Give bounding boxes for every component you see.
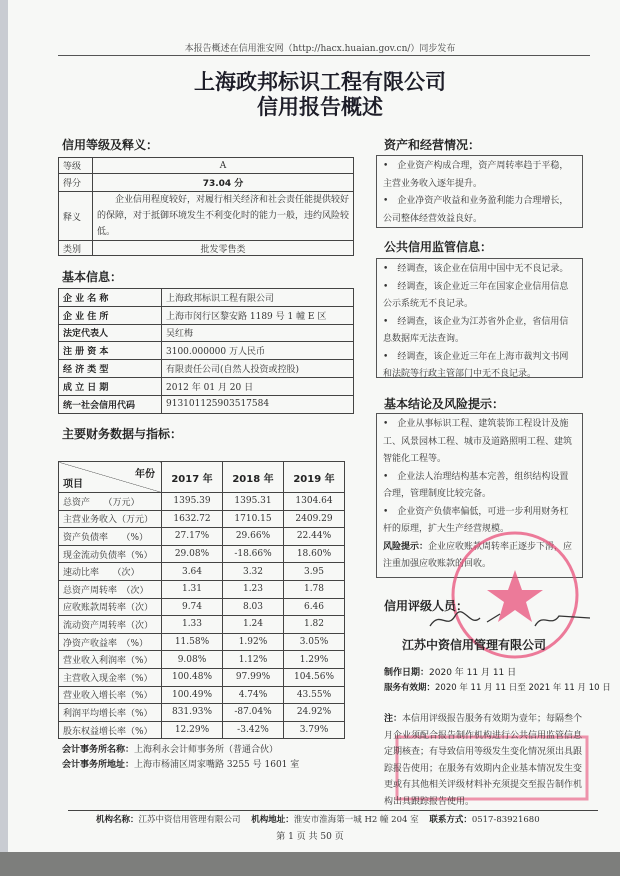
- footer-info: [96, 813, 540, 825]
- bullet-item: [383, 416, 576, 469]
- rater-heading: 信用评级人员：: [384, 599, 469, 613]
- financial-value: 12.29%: [162, 721, 223, 739]
- rater-company: 江苏中资信用管理有限公司: [402, 638, 547, 652]
- financial-value: 1395.31: [223, 493, 284, 511]
- basic-info-row: [59, 324, 354, 342]
- financial-value: 1.29%: [284, 651, 345, 669]
- financial-row: [59, 510, 345, 528]
- financial-row: [59, 721, 345, 739]
- assets-box: [376, 155, 583, 228]
- financial-value: 1.12%: [223, 651, 284, 669]
- basic-info-label: 企 业 住 所: [59, 306, 162, 324]
- page-title: 上海政邦标识工程有限公司: [194, 69, 446, 94]
- financial-row: [59, 651, 345, 669]
- basic-info-row: [59, 395, 354, 413]
- year-2019: 2019 年: [284, 462, 345, 493]
- accounting-firm-address: [62, 757, 299, 770]
- bullet-icon: •: [383, 264, 398, 274]
- financial-item: 资产负债率 （%）: [59, 528, 162, 546]
- financial-value: 1.78: [284, 580, 345, 598]
- conclusion-heading: 基本结论及风险提示：: [384, 397, 505, 411]
- assets-heading: 资产和经营情况：: [384, 138, 481, 152]
- bullet-item: [383, 469, 576, 504]
- financial-row: [59, 545, 345, 563]
- financial-item: 净资产收益率 （%）: [59, 633, 162, 651]
- financial-value: 3.64: [162, 563, 223, 581]
- validity-note: [384, 711, 584, 810]
- bullet-icon: •: [383, 419, 398, 429]
- bullet-icon: •: [383, 471, 398, 482]
- financial-item: 主营业务收入（万元）: [59, 510, 162, 528]
- bullet-icon: •: [383, 316, 398, 327]
- financial-row: [59, 580, 345, 598]
- rating-meaning: 企业信用程度较好，对履行相关经济和社会责任能提供较好的保障，对于抵御环境发生不利变化时的能力一般，违约风险较低。: [93, 192, 354, 241]
- accounting-addr-label: 会计事务所地址：: [62, 760, 135, 770]
- header-note: 本报告概述在信用淮安网（http://hacx.huaian.gov.cn/）同步发布: [184, 44, 456, 54]
- financial-value: 1.24: [223, 616, 284, 634]
- financial-value: 831.93%: [162, 704, 223, 722]
- financial-value: 18.60%: [284, 545, 345, 563]
- year-2018: 2018 年: [223, 462, 284, 493]
- footer-org: 江苏中资信用管理有限公司: [138, 815, 241, 825]
- corner-header: [59, 462, 162, 493]
- financial-value: -87.04%: [223, 704, 284, 722]
- financial-value: 100.48%: [162, 668, 223, 686]
- financial-row: [59, 528, 345, 546]
- basic-info-row: [59, 377, 354, 395]
- bullet-item: [383, 314, 576, 349]
- financial-value: 43.55%: [284, 686, 345, 704]
- basic-info-label: 统一社会信用代码: [59, 395, 162, 413]
- financial-item: 速动比率 （次）: [59, 563, 162, 581]
- page-subtitle: 信用报告概述: [257, 94, 383, 119]
- financial-item: 利润平均增长率（%）: [59, 704, 162, 722]
- bullet-text: 经调查，该企业在信用中国中无不良记录。: [397, 264, 569, 274]
- financial-row: [59, 493, 345, 511]
- valid-period-label: 服务有效期：: [384, 683, 436, 693]
- financial-row: [59, 616, 345, 634]
- financial-table: [58, 461, 345, 739]
- footer-contact-label: 联系方式：: [429, 815, 472, 825]
- financial-value: 3.05%: [284, 633, 345, 651]
- year-header-label: 年份: [135, 469, 155, 480]
- footer-addr-label: 机构地址：: [251, 815, 294, 825]
- bullet-text: 企业资产负债率偏低，可进一步利用财务杠杆的原理，扩大生产经营规模。: [383, 506, 569, 534]
- financial-value: 27.17%: [162, 528, 223, 546]
- accounting-addr-value: 上海市杨浦区周家嘴路 3255 号 1601 室: [134, 760, 300, 770]
- basic-heading: 基本信息：: [62, 270, 123, 284]
- financial-value: -18.66%: [223, 545, 284, 563]
- scan-edge: [0, 0, 8, 852]
- basic-info-row: [59, 306, 354, 324]
- note-text: 本信用评级报告服务有效期为壹年；每隔叁个月企业须配合报告制作机构进行公共信用监管信息定期核查；有导致信用等级发生变化情况须出具跟踪报告使用；在服务有效期内企业基本情况发生变更或有其他相关评级材料补充须提交至报告制作机构出具跟踪报告使用。: [384, 714, 583, 807]
- bullet-icon: •: [383, 196, 398, 206]
- financial-value: 22.44%: [284, 528, 345, 546]
- financial-row: [59, 704, 345, 722]
- bullet-item: [383, 261, 576, 279]
- rating-score: 73.04 分: [93, 174, 354, 192]
- financial-row: [59, 598, 345, 616]
- financial-item: 营业收入增长率（%）: [59, 686, 162, 704]
- rating-grade: A: [93, 158, 354, 174]
- item-header-label: 项目: [63, 479, 83, 490]
- footer-addr: 淮安市淮海第一城 H2 幢 204 室: [293, 815, 419, 825]
- valid-period-value: 2020 年 11 月 11 日至 2021 年 11 月 10 日: [435, 683, 611, 693]
- financial-value: -3.42%: [223, 721, 284, 739]
- accounting-name-label: 会计事务所名称：: [62, 745, 135, 755]
- financial-item: 营业收入利润率（%）: [59, 651, 162, 669]
- bullet-icon: •: [383, 506, 398, 517]
- basic-info-value: 2012 年 01 月 20 日: [162, 377, 354, 395]
- financial-value: 1304.64: [284, 493, 345, 511]
- bullet-text: 企业法人治理结构基本完善，组织结构设置合理，管理制度比较完备。: [383, 471, 569, 499]
- accounting-name-value: 上海利永会计师事务所（普通合伙）: [134, 745, 279, 755]
- category-label: 类别: [59, 241, 93, 256]
- bullet-text: 经调查，该企业近三年在上海市裁判文书网和法院等行政主管部门中无不良记录。: [383, 351, 569, 379]
- financial-item: 应收账款周转率（次）: [59, 598, 162, 616]
- financial-value: 24.92%: [284, 704, 345, 722]
- financial-item: 流动资产周转率（次）: [59, 616, 162, 634]
- basic-info-value: 有限责任公司(自然人投资或控股): [162, 360, 354, 378]
- bullet-text: 企业资产构成合理，资产周转率趋于平稳，主营业务收入逐年提升。: [383, 161, 569, 189]
- financial-value: 1.31: [162, 580, 223, 598]
- made-date-value: 2020 年 11 月 11 日: [429, 668, 517, 678]
- financial-value: 1.82: [284, 616, 345, 634]
- bullet-text: 经调查，该企业为江苏省外企业，省信用信息数据库无法查询。: [383, 316, 569, 344]
- financial-value: 9.08%: [162, 651, 223, 669]
- financial-value: 3.32: [223, 563, 284, 581]
- public-heading: 公共信用监管信息：: [384, 240, 493, 254]
- financial-item: 总资产 （万元）: [59, 493, 162, 511]
- financial-value: 1710.15: [223, 510, 284, 528]
- basic-info-row: [59, 342, 354, 360]
- meaning-label: 释义: [59, 192, 93, 241]
- footer-divider: [68, 810, 598, 811]
- rating-heading: 信用等级及释义：: [62, 138, 159, 152]
- basic-info-label: 成 立 日 期: [59, 377, 162, 395]
- financial-value: 1395.39: [162, 493, 223, 511]
- bullet-icon: •: [383, 351, 398, 362]
- basic-info-label: 注 册 资 本: [59, 342, 162, 360]
- financial-row: [59, 633, 345, 651]
- basic-info-value: 913101125903517584: [162, 395, 354, 413]
- risk-text: 企业应收账款周转率正逐步下滑，应注重加强应收账款的回收。: [383, 541, 573, 569]
- financial-value: 100.49%: [162, 686, 223, 704]
- footer-org-label: 机构名称：: [96, 815, 139, 825]
- made-date: [384, 665, 516, 678]
- financial-value: 4.74%: [223, 686, 284, 704]
- bullet-icon: •: [383, 281, 398, 292]
- basic-info-label: 企 业 名 称: [59, 289, 162, 307]
- note-label: 注：: [384, 714, 403, 724]
- bullet-text: 企业净资产收益和业务盈利能力合理增长，公司整体经营效益良好。: [383, 196, 569, 224]
- bullet-item: [383, 158, 576, 193]
- financial-item: 现金流动负债率（%）: [59, 545, 162, 563]
- bullet-icon: •: [383, 161, 398, 171]
- basic-info-row: [59, 289, 354, 307]
- financial-row: [59, 686, 345, 704]
- financial-item: 总资产周转率 （次）: [59, 580, 162, 598]
- page-number: 第 1 页 共 50 页: [276, 832, 344, 842]
- financial-row: [59, 668, 345, 686]
- financial-value: 1.23: [223, 580, 284, 598]
- bullet-item: [383, 193, 576, 228]
- financial-value: 97.99%: [223, 668, 284, 686]
- financial-row: [59, 563, 345, 581]
- rating-label: 等级: [59, 158, 93, 174]
- basic-info-value: 上海市闵行区黎安路 1189 号 1 幢 E 区: [162, 306, 354, 324]
- basic-info-value: 3100.000000 万人民币: [162, 342, 354, 360]
- financial-value: 1.92%: [223, 633, 284, 651]
- made-date-label: 制作日期：: [384, 668, 430, 678]
- financial-value: 11.58%: [162, 633, 223, 651]
- basic-info-label: 经 济 类 型: [59, 360, 162, 378]
- financial-value: 29.66%: [223, 528, 284, 546]
- header-divider: [58, 55, 590, 56]
- financial-value: 3.79%: [284, 721, 345, 739]
- financial-value: 1632.72: [162, 510, 223, 528]
- bullet-item: [383, 349, 576, 384]
- financial-value: 29.08%: [162, 545, 223, 563]
- public-box: [376, 258, 583, 378]
- financial-value: 9.74: [162, 598, 223, 616]
- rating-table: [58, 157, 354, 256]
- bullet-item: [383, 279, 576, 314]
- accounting-firm-name: [62, 742, 278, 755]
- valid-period: [384, 681, 611, 693]
- basic-info-value: 上海政邦标识工程有限公司: [162, 289, 354, 307]
- financial-value: 8.03: [223, 598, 284, 616]
- financial-value: 104.56%: [284, 668, 345, 686]
- basic-info-label: 法定代表人: [59, 324, 162, 342]
- financial-value: 2409.29: [284, 510, 345, 528]
- financial-value: 1.33: [162, 616, 223, 634]
- financial-item: 主营收入现金率（%）: [59, 668, 162, 686]
- bullet-text: 企业从事标识工程、建筑装饰工程设计及施工、风景园林工程、城市及道路照明工程、建筑智能化工程等。: [383, 419, 573, 464]
- financial-item: 股东权益增长率（%）: [59, 721, 162, 739]
- rater-signature: [425, 608, 595, 634]
- footer-contact: 0517-83921680: [471, 815, 540, 825]
- financial-value: 6.46: [284, 598, 345, 616]
- basic-info-value: 吴红梅: [162, 324, 354, 342]
- year-2017: 2017 年: [162, 462, 223, 493]
- bullet-text: 经调查，该企业近三年在国家企业信用信息公示系统无不良记录。: [383, 281, 569, 309]
- score-label: 得分: [59, 174, 93, 192]
- basic-info-row: [59, 360, 354, 378]
- basic-info-table: [58, 288, 354, 414]
- financial-heading: 主要财务数据与指标：: [62, 427, 183, 441]
- financial-value: 3.95: [284, 563, 345, 581]
- rating-category: 批发零售类: [93, 241, 354, 256]
- risk-label: 风险提示：: [383, 541, 429, 552]
